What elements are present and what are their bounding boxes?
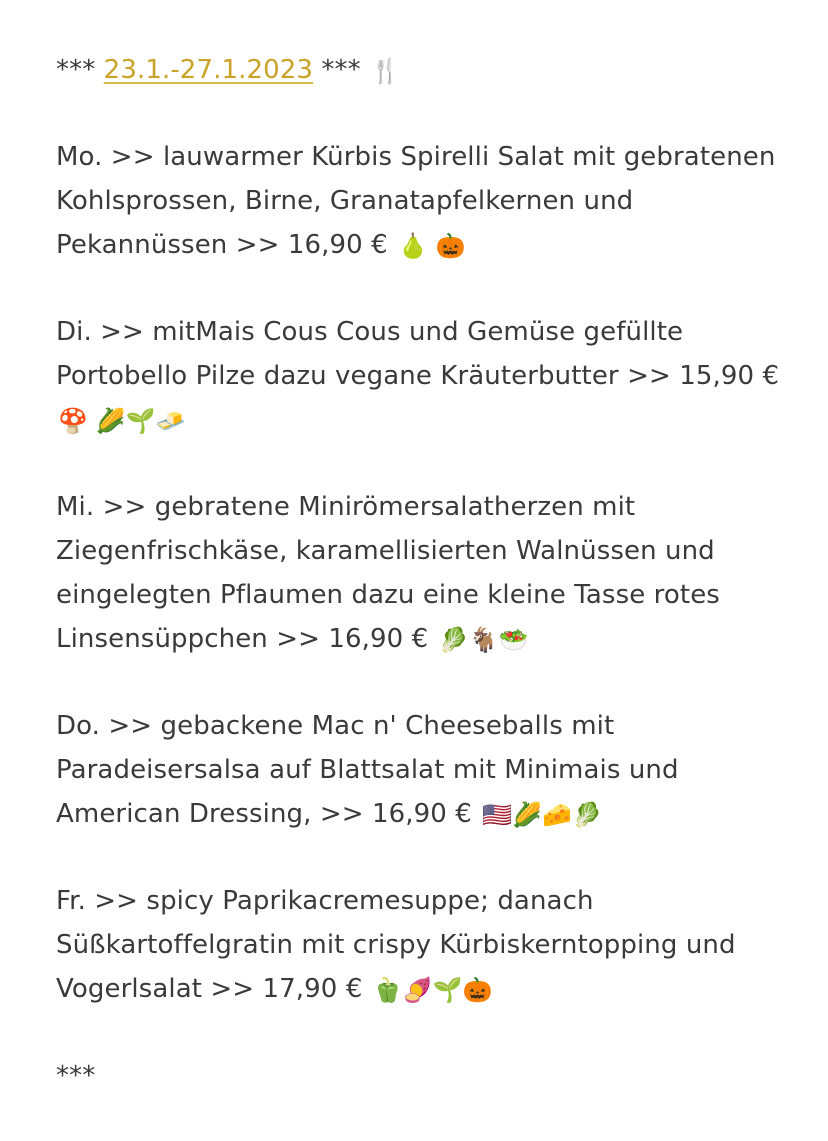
fork-and-knife-icon: 🍴 — [370, 56, 401, 85]
pear-pumpkin-icon: 🍐 🎃 — [398, 231, 466, 260]
menu-item-text: Mi. >> gebratene Minirömersalatherzen mit Ziegenfrischkäse, karamellisierten Walnüssen und eingelegten Pflaumen dazu eine kleine Tasse rotes Linsensüppchen >> 16,90 € — [56, 492, 720, 654]
menu-item-text: Di. >> mitMais Cous Cous und Gemüse gefüllte Portobello Pilze dazu vegane Kräuterbutter >> 15,90 € — [56, 317, 780, 391]
flag-corn-cheese-lettuce-icon: 🇺🇸🌽🧀🥬 — [482, 800, 603, 829]
menu-note — [56, 48, 786, 1141]
menu-item-monday — [56, 135, 786, 267]
menu-item-text: Fr. >> spicy Paprikacremesuppe; danach Süßkartoffelgratin mit crispy Kürbiskerntopping und Vogerlsalat >> 17,90 € — [56, 886, 736, 1004]
footer-stars: *** — [56, 1061, 96, 1091]
date-range-link[interactable]: 23.1.-27.1.2023 — [103, 55, 314, 85]
menu-item-thursday — [56, 704, 786, 836]
mushroom-corn-seedling-butter-icon: 🍄 🌽🌱🧈 — [58, 406, 186, 435]
pepper-sweet-potato-seedling-pumpkin-icon: 🫑🍠🌱🎃 — [372, 975, 493, 1004]
menu-item-tuesday — [56, 310, 786, 442]
lettuce-goat-salad-icon: 🥬🐐🥗 — [438, 625, 529, 654]
header-suffix: *** — [313, 55, 361, 85]
header-prefix: *** — [56, 55, 104, 85]
menu-item-wednesday — [56, 485, 786, 661]
week-header — [56, 48, 786, 92]
footer-separator — [56, 1054, 786, 1098]
menu-item-text: Mo. >> lauwarmer Kürbis Spirelli Salat mit gebratenen Kohlsprossen, Birne, Granatapfelkernen und Pekannüssen >> 16,90 € — [56, 142, 776, 260]
menu-item-friday — [56, 879, 786, 1011]
menu-item-text: Do. >> gebackene Mac n' Cheeseballs mit Paradeisersalsa auf Blattsalat mit Minimais und American Dressing, >> 16,90 € — [56, 711, 679, 829]
